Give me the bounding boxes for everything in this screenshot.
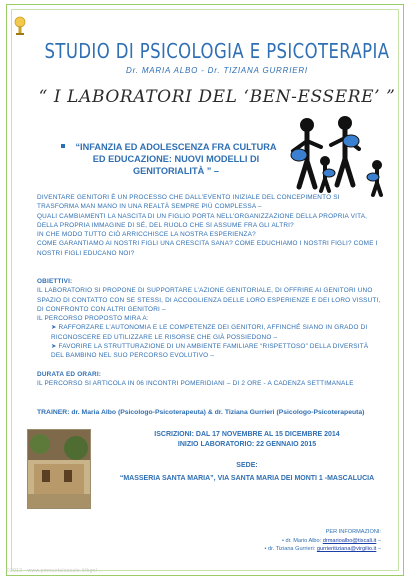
intro-bullet-text: “INFANZIA ED ADOLESCENZA FRA CULTURA ED EDUCAZIONE: NUOVI MODELLI DI GENITORIALITÀ ” –	[75, 142, 277, 176]
obiettivi-section	[37, 277, 383, 361]
intro-bullet	[61, 141, 281, 177]
masseria-photo	[27, 429, 91, 509]
sede-address: “MASSERIA SANTA MARIA”, VIA SANTA MARIA DEI MONTI 1 -MASCALUCIA	[119, 474, 375, 482]
durata-heading: DURATA ED ORARI:	[37, 371, 102, 378]
intro-paragraph: QUALI CAMBIAMENTI LA NASCITA DI UN FIGLIO PORTA NELL’ORGANIZZAZIONE DELLA PROPRIA VITA, DELLA PROPRIA IMMAGINE DI SÉ, DEL RUOLO CHE SI ASSUME FRA GLI ALTRI?	[37, 212, 368, 229]
flyer-page	[6, 4, 404, 576]
email-link-albo[interactable]: drmarioalbo@tiscali.it	[322, 537, 377, 544]
footer-watermark-url: ©2013 - www.pmnuetalescale.it/bgn/...	[6, 568, 103, 574]
obiettivi-item: ➤ RAFFORZARE L’AUTONOMIA E LE COMPETENZE DEI GENITORI, AFFINCHÉ SIANO IN GRADO DI RICONOSCERE ED UTILIZZARE LE RISORSE CHE GIÀ POSSIEDONO –	[51, 324, 368, 341]
contact-albo: • dr. Mario Albo: drmarioalbo@tiscali.it –	[281, 537, 381, 544]
obiettivi-text: IL LABORATORIO SI PROPONE DI SUPPORTARE L’AZIONE GENITORIALE, DI OFFRIRE AI GENITORI UNO SPAZIO DI CONTATTO CON SE STESSI, DI ACCOGLIENZA DELLE LORO ESPERIENZE E DEI LORO VISSUTI, DI CONFRONTO CON ALTRI GENITORI –	[37, 287, 381, 313]
intro-paragraphs	[37, 193, 383, 258]
durata-text: IL PERCORSO SI ARTICOLA IN 06 INCONTRI POMERIDIANI – DI 2 ORE - A CADENZA SETTIMANALE	[37, 380, 354, 388]
intro-paragraph: COME GARANTIAMO AI NOSTRI FIGLI UNA CRESCITA SANA? COME EDUCHIAMO I NOSTRI FIGLI? COME I NOSTRI FIGLI EDUCANO NOI?	[37, 240, 378, 257]
contact-gurrieri: • dr. Tiziana Gurrieri: gurrieritiziana@virgilio.it –	[264, 546, 381, 552]
studio-title: STUDIO DI PSICOLOGIA E PSICOTERAPIA	[44, 39, 390, 63]
intro-paragraph: IN CHE MODO TUTTO CIÒ ARRICCHISCE LA NOSTRA ESPERIENZA?	[37, 231, 256, 239]
obiettivi-item: ➤ FAVORIRE LA STRUTTURAZIONE DI UN AMBIENTE FAMILIARE “RISPETTOSO” DELLA DIVERSITÀ DEL BAMBINO NEL SUO PERCORSO EVOLUTIVO –	[51, 343, 369, 360]
trainer-line: TRAINER: dr. Maria Albo (Psicologo-Psicoterapeuta) & dr. Tiziana Gurrieri (Psicologo-Psicoterapeuta)	[37, 409, 365, 416]
doctors-subtitle: Dr. MARIA ALBO - Dr. TIZIANA GURRIERI	[126, 66, 308, 75]
laboratori-title: “ I LABORATORI DEL ‘BEN-ESSERE’ ”	[38, 87, 396, 107]
family-figures-illustration	[287, 111, 397, 206]
email-link-gurrieri[interactable]: gurrieritiziana@virgilio.it	[316, 546, 377, 552]
dates-block	[97, 430, 397, 449]
iscrizioni-line: ISCRIZIONI: DAL 17 NOVEMBRE AL 15 DICEMBRE 2014	[154, 431, 340, 438]
sede-block	[97, 461, 397, 483]
sede-label: SEDE:	[236, 462, 258, 469]
durata-section	[37, 370, 383, 389]
intro-paragraph: DIVENTARE GENITORI È UN PROCESSO CHE DALL’EVENTO INIZIALE DEL CONCEPIMENTO SI TRASFORMA MAN MANO IN UNA REALTÀ SEMPRE PIÙ COMPLESSA –	[37, 194, 340, 211]
studio-logo-icon	[11, 15, 29, 37]
contacts-heading: PER INFORMAZIONI:	[325, 529, 381, 535]
obiettivi-lead: IL PERCORSO PROPOSTO MIRA A:	[37, 315, 149, 323]
bullet-square-icon	[61, 144, 65, 148]
obiettivi-heading: OBIETTIVI:	[37, 278, 73, 285]
contacts-block	[161, 528, 381, 554]
inizio-line: INIZIO LABORATORIO: 22 GENNAIO 2015	[177, 440, 317, 448]
